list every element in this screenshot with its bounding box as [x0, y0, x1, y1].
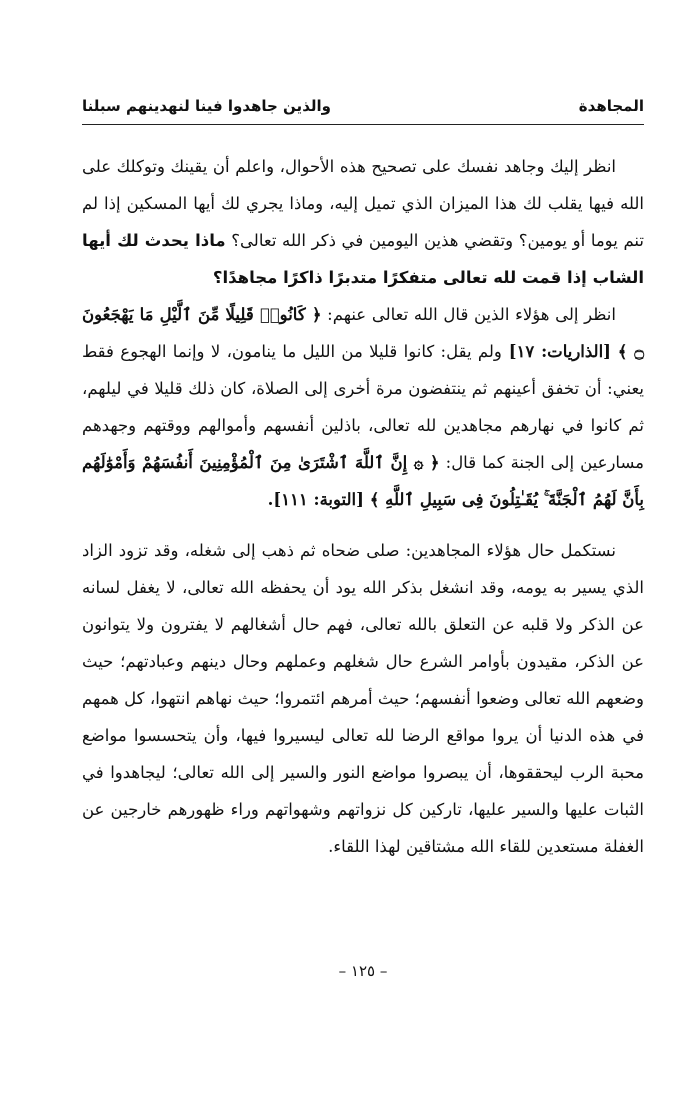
- page-number: – ١٢٥ –: [338, 962, 388, 980]
- quran-verse-2: ﴿ ۞ إِنَّ ٱللَّهَ ٱشْتَرَىٰ مِنَ ٱلْمُؤْمِنِينَ أَنفُسَهُمْ وَأَمْوَٰلَهُم بِأَنَّ لَهُمُ ٱلْجَنَّةَ ۚ يُقَـٰتِلُونَ فِى سَبِيلِ ٱللَّهِ ﴾: [82, 453, 644, 509]
- paragraph-3: [82, 532, 644, 865]
- paragraph-1: [82, 148, 644, 296]
- paragraph-1-text: انظر إليك وجاهد نفسك على تصحيح هذه الأحوال، واعلم أن يقينك وتوكلك على الله فيها يقلب لك هذا الميزان الذي تميل إليه، وماذا يجري لك أيها المسكين إذا لم تنم يوما أو يومين؟ وتقضي هذين اليومين في ذكر الله تعالى؟: [82, 157, 644, 250]
- verse-2-reference: [التوبة: ١١١].: [267, 490, 370, 509]
- paragraph-1-emphasis: ماذا يحدث لك أيها الشاب إذا قمت لله تعالى متفكرًا متدبرًا ذاكرًا مجاهدًا؟: [82, 231, 644, 287]
- header-divider: [82, 124, 644, 125]
- paragraph-2-intro: انظر إلى هؤلاء الذين قال الله تعالى عنهم:: [321, 305, 616, 324]
- quran-verse-1: ﴿ كَانُوا۟ قَلِيلًا مِّنَ ٱلَّيْلِ مَا يَهْجَعُونَ ۝ ﴾: [82, 305, 644, 361]
- paragraph-2-middle: ولم يقل: كانوا قليلا من الليل ما ينامون، لا وإنما الهجوع فقط يعني: أن تخفق أعينهم ثم ينتفضون مرة أخرى إلى الصلاة، كان ذلك قليلا في ليلهم، ثم كانوا في نهارهم مجاهدين لله تعالى، باذلين أنفسهم وأموالهم ووقتهم وجهدهم مسارعين إلى الجنة كما قال:: [82, 342, 645, 472]
- section-title: المجاهدة: [578, 97, 644, 115]
- running-header: [82, 93, 644, 119]
- body-text: [82, 148, 644, 865]
- verse-1-reference: [الذاريات: ١٧]: [501, 342, 618, 361]
- verse-title: والذين جاهدوا فينا لنهدينهم سبلنا: [82, 97, 331, 115]
- paragraph-2: [82, 296, 644, 518]
- paragraph-3-text: نستكمل حال هؤلاء المجاهدين: صلى ضحاه ثم ذهب إلى شغله، وقد تزود الزاد الذي يسير به يومه، وقد انشغل بذكر الله يود أن يحفظه الله تعالى، لا يغفل لسانه عن الذكر ولا قلبه عن التعلق بالله تعالى، فهم حال أشغالهم لا يفترون ولا يتوانون عن الذكر، مقيدون بأوامر الشرع حال شغلهم وعملهم وحال دينهم وعبادتهم؛ حيث وضعهم الله تعالى وضعوا أنفسهم؛ حيث أمرهم ائتمروا؛ حيث نهاهم انتهوا، كل همهم في هذه الدنيا أن يروا مواقع الرضا لله تعالى ليسيروا فيها، وأن يتحسسوا مواضع محبة الرب ليحققوها، أن يبصروا مواضع النور والسير إلى الله تعالى؛ ليجاهدوا في الثبات عليها والسير عليها، تاركين كل نزواتهم وشهواتهم وراء ظهورهم خارجين عن الغفلة مستعدين للقاء الله مشتاقين لهذا اللقاء.: [82, 541, 644, 856]
